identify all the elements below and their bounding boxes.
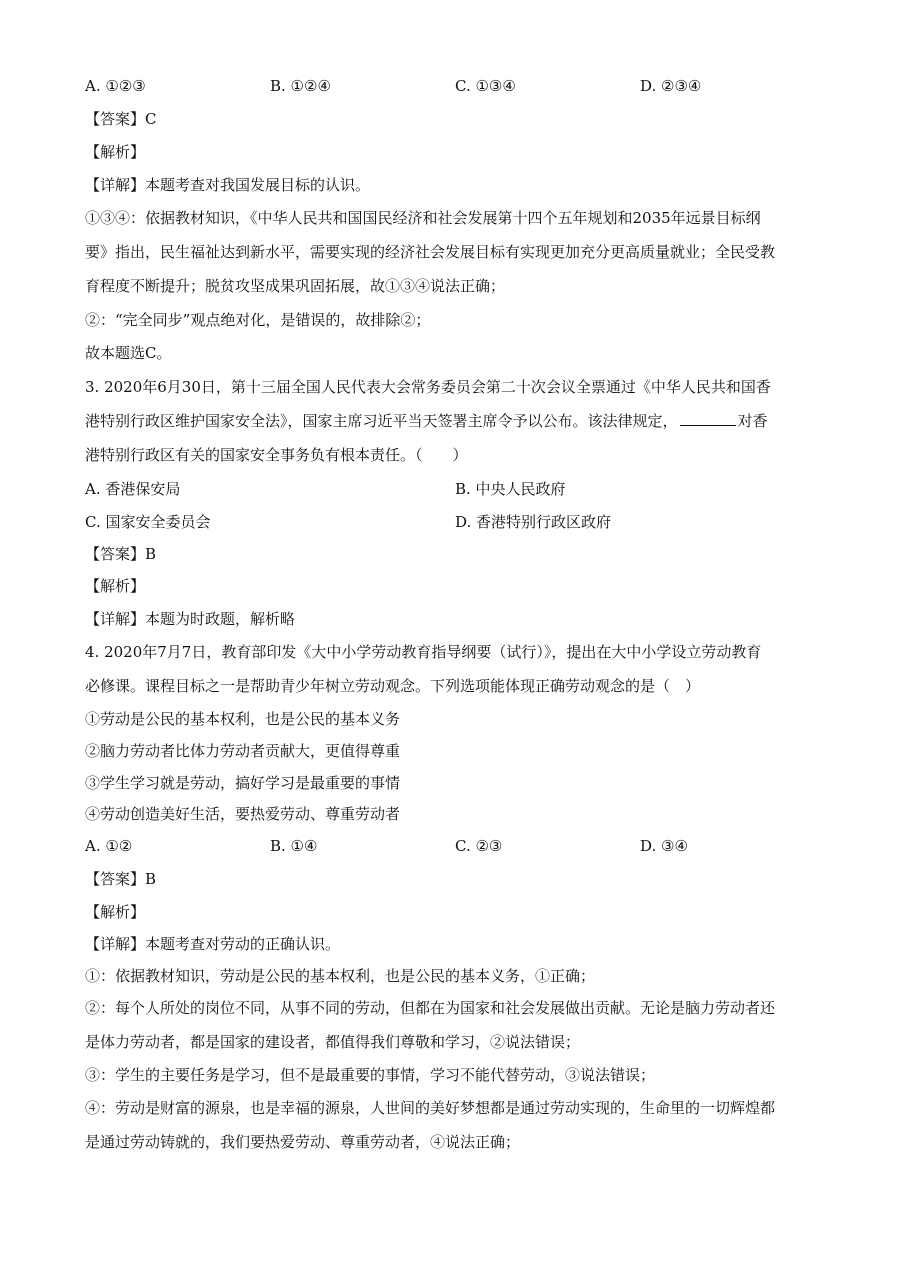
- q4-explain-line: 是通过劳动铸就的，我们要热爱劳动、尊重劳动者，④说法正确；: [85, 1133, 521, 1151]
- q4-statement-3: ③学生学习就是劳动，搞好学习是最重要的事情: [85, 774, 401, 792]
- q3-option-c: C. 国家安全委员会: [85, 513, 211, 531]
- q3-fill-blank: [680, 411, 736, 426]
- q3-option-a: A. 香港保安局: [85, 480, 181, 498]
- q4-statement-4: ④劳动创造美好生活，要热爱劳动、尊重劳动者: [85, 805, 401, 823]
- q4-stem-line: 必修课。课程目标之一是帮助青少年树立劳动观念。下列选项能体现正确劳动观念的是（ ）: [85, 677, 701, 695]
- q4-explain-line: ②：每个人所处的岗位不同，从事不同的劳动，但都在为国家和社会发展做出贡献。无论是脑力劳动者还: [85, 999, 776, 1017]
- q4-statement-1: ①劳动是公民的基本权利，也是公民的基本义务: [85, 710, 401, 728]
- q4-option-a: A. ①②: [85, 837, 133, 855]
- q3-stem-line: [85, 411, 829, 431]
- q4-statement-2: ②脑力劳动者比体力劳动者贡献大，更值得尊重: [85, 742, 401, 760]
- q2-explain-line: 育程度不断提升；脱贫攻坚成果巩固拓展，故①③④说法正确；: [85, 277, 506, 295]
- q2-conclusion: 故本题选C。: [85, 344, 172, 362]
- q3-analysis: 【解析】: [85, 577, 146, 595]
- q2-analysis: 【解析】: [85, 143, 146, 161]
- q3-stem-text: 对香: [737, 412, 768, 430]
- q4-answer: 【答案】B: [85, 870, 157, 888]
- q2-answer: 【答案】C: [85, 110, 157, 128]
- q2-detail: 【详解】本题考查对我国发展目标的认识。: [85, 176, 371, 194]
- q3-stem-text: 港特别行政区维护国家安全法》，国家主席习近平当天签署主席令予以公布。该法律规定，: [85, 412, 678, 430]
- q4-option-b: B. ①④: [270, 837, 318, 855]
- q4-analysis: 【解析】: [85, 903, 146, 921]
- q2-option-c: C. ①③④: [455, 77, 516, 95]
- q4-explain-line: ①：依据教材知识，劳动是公民的基本权利，也是公民的基本义务，①正确；: [85, 967, 596, 985]
- q2-explain-line: 要》指出，民生福祉达到新水平，需要实现的经济社会发展目标有实现更加充分更高质量就业；全民受教: [85, 243, 776, 261]
- q3-option-b: B. 中央人民政府: [455, 480, 566, 498]
- q4-explain-line: ④：劳动是财富的源泉，也是幸福的源泉，人世间的美好梦想都是通过劳动实现的，生命里的一切辉煌都: [85, 1099, 776, 1117]
- q3-stem-line: 港特别行政区有关的国家安全事务负有根本责任。（ ）: [85, 446, 468, 464]
- q2-option-b: B. ①②④: [270, 77, 331, 95]
- q3-option-d: D. 香港特别行政区政府: [455, 513, 612, 531]
- q2-option-d: D. ②③④: [640, 77, 702, 95]
- q4-stem-line: 4. 2020年7月7日，教育部印发《大中小学劳动教育指导纲要（试行）》，提出在大中小学设立劳动教育: [85, 643, 762, 661]
- q3-stem-line: 3. 2020年6月30日，第十三届全国人民代表大会常务委员会第二十次会议全票通过《中华人民共和国香: [85, 378, 771, 396]
- q4-explain-line: 是体力劳动者，都是国家的建设者，都值得我们尊敬和学习，②说法错误；: [85, 1033, 581, 1051]
- q3-answer: 【答案】B: [85, 545, 157, 563]
- q3-detail: 【详解】本题为时政题，解析略: [85, 610, 296, 628]
- q2-explain-line: ①③④：依据教材知识，《中华人民共和国国民经济和社会发展第十四个五年规划和2035年远景目标纲: [85, 209, 761, 227]
- q4-detail: 【详解】本题考查对劳动的正确认识。: [85, 935, 341, 953]
- q4-option-d: D. ③④: [640, 837, 688, 855]
- q4-explain-line: ③：学生的主要任务是学习，但不是最重要的事情，学习不能代替劳动，③说法错误；: [85, 1066, 656, 1084]
- q2-explain-line: ②：“完全同步”观点绝对化，是错误的，故排除②；: [85, 311, 431, 329]
- q4-option-c: C. ②③: [455, 837, 503, 855]
- q2-option-a: A. ①②③: [85, 77, 146, 95]
